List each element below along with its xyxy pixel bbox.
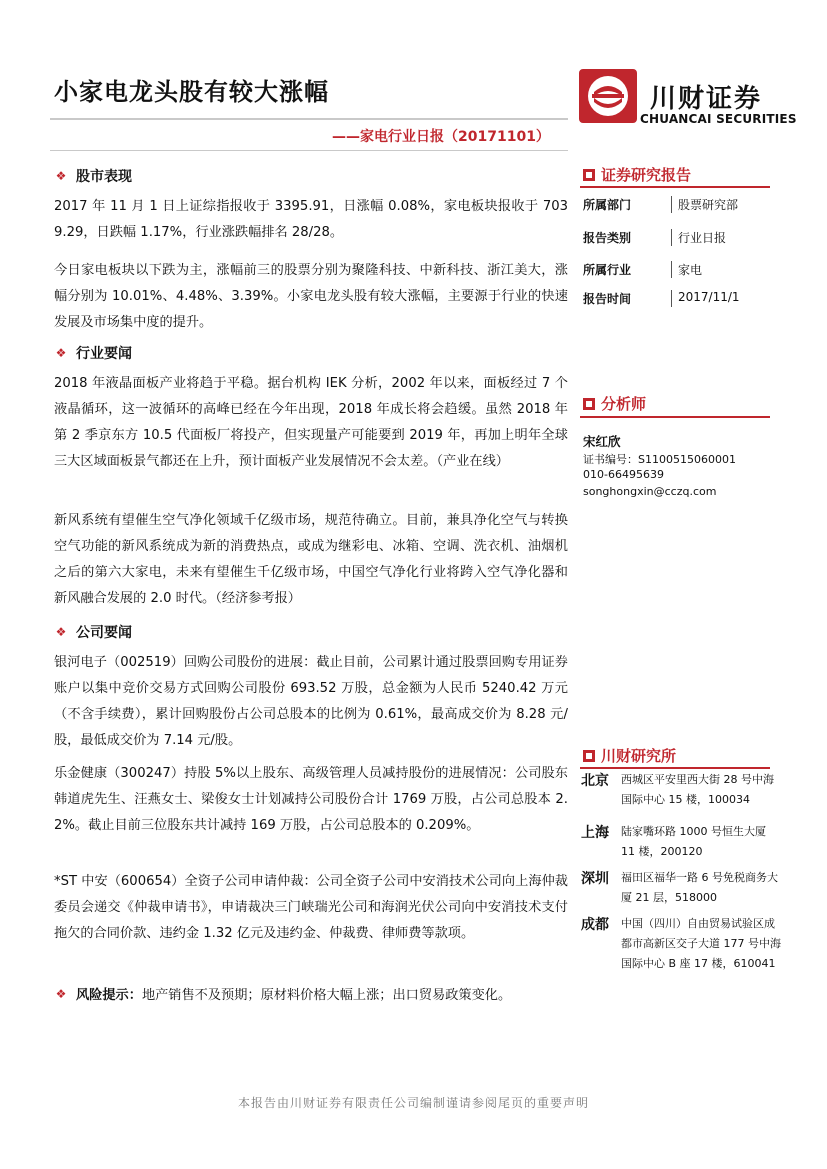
brand-name-cn: 川财证券 [650, 84, 763, 114]
office-city: 上海 [581, 825, 609, 841]
section-title: 行业要闻 [76, 346, 132, 362]
subtitle-divider [50, 150, 568, 151]
info-key: 所属行业 [583, 263, 632, 277]
office-shanghai [581, 822, 781, 862]
square-bullet-icon [583, 398, 595, 410]
industry-paragraph-2: 新风系统有望催生空气净化领域千亿级市场，规范待确立。目前，兼具净化空气与转换空气功能的新风系统成为新的消费热点，或成为继彩电、冰箱、空调、洗衣机、油烟机之后的第六大家电，未来有望催生千亿级市场，中国空气净化行业将跨入空气净化器和新风融合发展的 2.0 时代。（经济参考报） [54, 513, 568, 606]
info-row-category [583, 229, 773, 246]
sidebar-heading-text: 证券研究报告 [601, 166, 692, 184]
sidebar-divider [580, 416, 770, 418]
diamond-bullet-icon: ❖ [55, 169, 67, 183]
square-bullet-icon [583, 169, 595, 181]
office-chengdu [581, 914, 781, 974]
analyst-email: songhongxin@cczq.com [583, 485, 717, 498]
info-key: 报告类别 [583, 231, 632, 245]
header-divider [50, 118, 568, 120]
sidebar-heading-analyst [583, 393, 646, 414]
diamond-bullet-icon: ❖ [55, 346, 67, 360]
page-title: 小家电龙头股有较大涨幅 [54, 78, 329, 106]
sidebar-divider [580, 767, 770, 769]
analyst-name: 宋红欣 [583, 434, 621, 449]
industry-paragraph-1: 2018 年液晶面板产业将趋于平稳。据台机构 IEK 分析，2002 年以来，面板经过 7 个液晶循环，这一波循环的高峰已经在今年出现，2018 年成长将会趋缓。虽然 2018 年第 2 季京东方 10.5 代面板厂将投产，但实现量产可能要到 2019 年，再加上明年全球三大区域面板景气都还在上升，预计面板产业发展情况不会太差。（产业在线） [54, 376, 568, 469]
office-city: 北京 [581, 773, 609, 789]
analyst-cert: 证书编号：S1100515060001 [583, 453, 736, 466]
info-value: 股票研究部 [671, 196, 738, 213]
risk-label: 风险提示： [76, 988, 142, 1003]
section-title: 股市表现 [76, 169, 132, 185]
info-value: 家电 [671, 261, 702, 278]
info-value: 2017/11/1 [671, 290, 740, 307]
office-address: 陆家嘴环路 1000 号恒生大厦 11 楼，200120 [621, 825, 766, 858]
sidebar-heading-text: 分析师 [601, 395, 647, 413]
office-beijing [581, 770, 781, 810]
brand-name-en: CHUANCAI SECURITIES [640, 112, 797, 126]
section-heading-market [54, 166, 132, 186]
office-city: 深圳 [581, 871, 609, 887]
office-address: 福田区福华一路 6 号免税商务大厦 21 层，518000 [621, 871, 778, 904]
office-city: 成都 [581, 917, 609, 933]
market-paragraph-2: 今日家电板块以下跌为主，涨幅前三的股票分别为聚隆科技、中新科技、浙江美大，涨幅分别为 10.01%、4.48%、3.39%。小家电龙头股有较大涨幅，主要源于行业的快速发展及市场集中度的提升。 [54, 263, 568, 330]
analyst-phone: 010-66495639 [583, 468, 664, 481]
footer-disclaimer: 本报告由川财证券有限责任公司编制谨请参阅尾页的重要声明 [237, 1096, 589, 1110]
section-heading-industry [54, 343, 132, 363]
office-shenzhen [581, 868, 781, 908]
chuancai-logo-icon [578, 68, 638, 124]
office-address: 西城区平安里西大街 28 号中海国际中心 15 楼，100034 [621, 773, 774, 806]
diamond-bullet-icon: ❖ [55, 986, 67, 1001]
square-bullet-icon [583, 750, 595, 762]
diamond-bullet-icon: ❖ [55, 625, 67, 639]
market-paragraph-1: 2017 年 11 月 1 日上证综指报收于 3395.91，日涨幅 0.08%，家电板块报收于 7039.29，日跌幅 1.17%，行业涨跌幅排名 28/28。 [54, 199, 568, 240]
report-subtitle: ——家电行业日报（20171101） [332, 129, 550, 145]
sidebar-heading-text: 川财研究所 [601, 747, 677, 765]
company-paragraph-3: *ST 中安（600654）全资子公司申请仲裁：公司全资子公司中安消技术公司向上海仲裁委员会递交《仲裁申请书》，申请裁决三门峡瑞光公司和海润光伏公司向中安消技术支付拖欠的合同价款、违约金 1.32 亿元及违约金、仲裁费、律师费等款项。 [54, 874, 568, 941]
sidebar-divider [580, 186, 770, 188]
info-row-department [583, 196, 773, 213]
section-heading-company [54, 622, 132, 642]
section-title: 公司要闻 [76, 625, 132, 641]
info-value: 行业日报 [671, 229, 726, 246]
info-row-date [583, 290, 773, 307]
risk-text: 地产销售不及预期；原材料价格大幅上涨；出口贸易政策变化。 [141, 988, 512, 1003]
office-address: 中国（四川）自由贸易试验区成都市高新区交子大道 177 号中海国际中心 B 座 17 楼，610041 [621, 917, 781, 970]
company-paragraph-2: 乐金健康（300247）持股 5%以上股东、高级管理人员减持股份的进展情况：公司股东韩道虎先生、汪燕女士、梁俊女士计划减持公司股份合计 1769 万股，占公司总股本 2.2%。截止目前三位股东共计减持 169 万股，占公司总股本的 0.209%。 [54, 766, 568, 833]
info-key: 报告时间 [583, 292, 632, 306]
sidebar-heading-report [583, 164, 691, 185]
sidebar-heading-institute [583, 745, 676, 766]
risk-warning [54, 984, 511, 1003]
company-paragraph-1: 银河电子（002519）回购公司股份的进展：截止目前，公司累计通过股票回购专用证券账户以集中竞价交易方式回购公司股份 693.52 万股，总金额为人民币 5240.42 万元（不含手续费），累计回购股份占公司总股本的比例为 0.61%，最高成交价为 8.28 元/股，最低成交价为 7.14 元/股。 [54, 655, 568, 748]
info-key: 所属部门 [583, 198, 632, 212]
info-row-industry [583, 261, 773, 278]
